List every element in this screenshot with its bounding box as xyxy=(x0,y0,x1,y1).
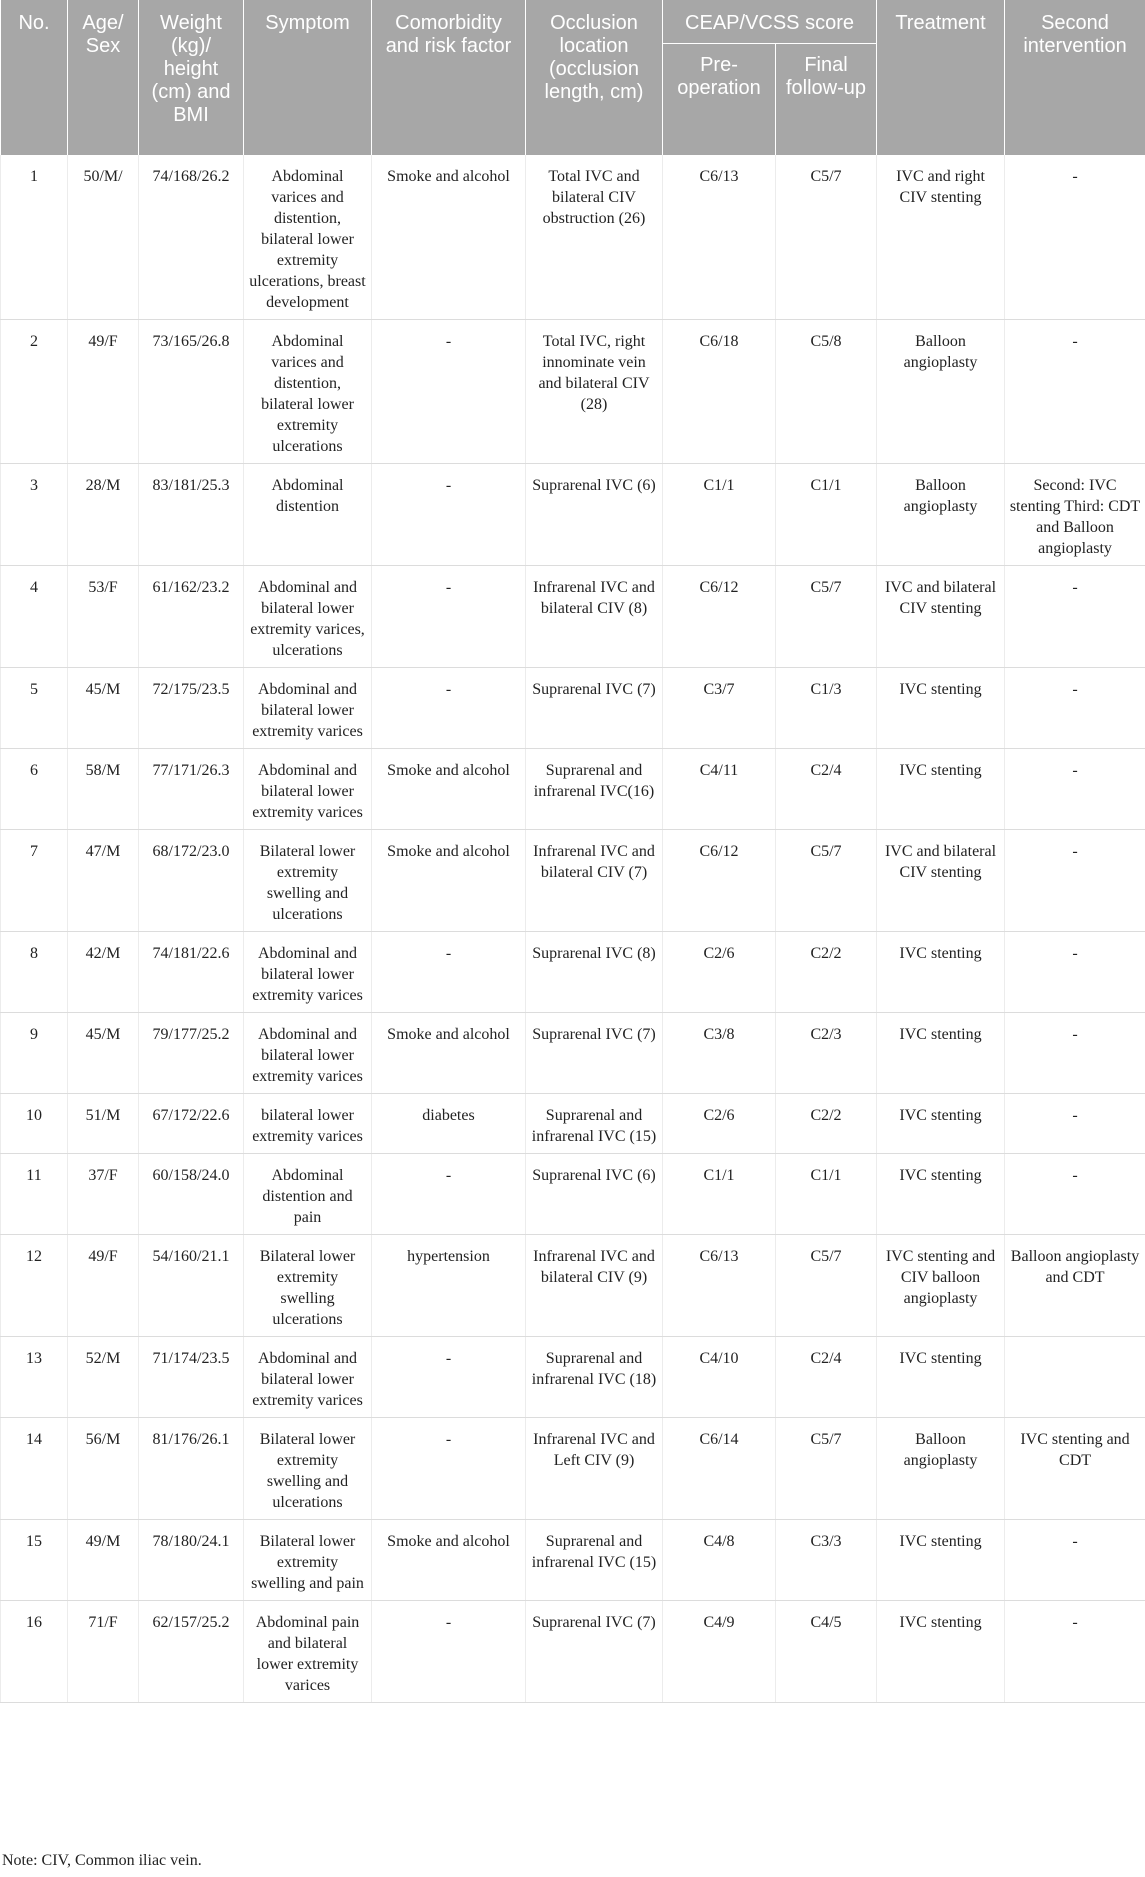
header-comorbidity: Comorbidity and risk factor xyxy=(372,0,526,155)
table-row xyxy=(1,1418,1145,1520)
header-occlusion: Occlusion location (occlusion length, cm) xyxy=(526,0,663,155)
cell-age-sex: 37/F xyxy=(68,1154,139,1235)
cell-pre-operation: C6/12 xyxy=(663,830,776,932)
cell-occlusion: Total IVC and bilateral CIV obstruction (26) xyxy=(526,155,663,320)
cell-no: 8 xyxy=(1,932,68,1013)
cell-weight-height-bmi: 67/172/22.6 xyxy=(139,1094,244,1154)
cell-age-sex: 52/M xyxy=(68,1337,139,1418)
header-weight-height-bmi: Weight (kg)/ height (cm) and BMI xyxy=(139,0,244,155)
cell-pre-operation: C3/7 xyxy=(663,668,776,749)
cell-symptom: Bilateral lower extremity swelling and ulcerations xyxy=(244,830,372,932)
header-age-sex: Age/ Sex xyxy=(68,0,139,155)
cell-weight-height-bmi: 60/158/24.0 xyxy=(139,1154,244,1235)
cell-comorbidity: - xyxy=(372,464,526,566)
cell-weight-height-bmi: 68/172/23.0 xyxy=(139,830,244,932)
cell-age-sex: 50/M/ xyxy=(68,155,139,320)
cell-final-follow-up: C4/5 xyxy=(776,1601,877,1703)
cell-treatment: IVC stenting xyxy=(877,1094,1005,1154)
cell-comorbidity: Smoke and alcohol xyxy=(372,1013,526,1094)
cell-age-sex: 56/M xyxy=(68,1418,139,1520)
cell-treatment: Balloon angioplasty xyxy=(877,1418,1005,1520)
cell-comorbidity: - xyxy=(372,1154,526,1235)
cell-age-sex: 49/F xyxy=(68,1235,139,1337)
cell-weight-height-bmi: 74/181/22.6 xyxy=(139,932,244,1013)
cell-treatment: IVC and bilateral CIV stenting xyxy=(877,566,1005,668)
table-row xyxy=(1,320,1145,464)
cell-final-follow-up: C5/7 xyxy=(776,1418,877,1520)
cell-symptom: Bilateral lower extremity swelling ulcerations xyxy=(244,1235,372,1337)
cell-treatment: IVC stenting xyxy=(877,1601,1005,1703)
cell-weight-height-bmi: 77/171/26.3 xyxy=(139,749,244,830)
cell-weight-height-bmi: 83/181/25.3 xyxy=(139,464,244,566)
cell-occlusion: Infrarenal IVC and bilateral CIV (9) xyxy=(526,1235,663,1337)
cell-final-follow-up: C2/4 xyxy=(776,1337,877,1418)
cell-no: 3 xyxy=(1,464,68,566)
cell-final-follow-up: C1/1 xyxy=(776,464,877,566)
table-row xyxy=(1,566,1145,668)
cell-occlusion: Total IVC, right innominate vein and bilateral CIV (28) xyxy=(526,320,663,464)
cell-no: 5 xyxy=(1,668,68,749)
cell-treatment: IVC stenting xyxy=(877,932,1005,1013)
header-no: No. xyxy=(1,0,68,155)
cell-treatment: IVC and bilateral CIV stenting xyxy=(877,830,1005,932)
cell-comorbidity: Smoke and alcohol xyxy=(372,830,526,932)
cell-pre-operation: C4/11 xyxy=(663,749,776,830)
cell-treatment: Balloon angioplasty xyxy=(877,464,1005,566)
table-row xyxy=(1,749,1145,830)
cell-final-follow-up: C1/1 xyxy=(776,1154,877,1235)
cell-second-intervention: - xyxy=(1005,566,1145,668)
cell-second-intervention: - xyxy=(1005,1013,1145,1094)
cell-pre-operation: C4/8 xyxy=(663,1520,776,1601)
cell-pre-operation: C6/13 xyxy=(663,1235,776,1337)
cell-pre-operation: C6/18 xyxy=(663,320,776,464)
cell-symptom: Abdominal and bilateral lower extremity varices, ulcerations xyxy=(244,566,372,668)
cell-occlusion: Infrarenal IVC and Left CIV (9) xyxy=(526,1418,663,1520)
table-note: Note: CIV, Common iliac vein. xyxy=(2,1852,202,1869)
cell-comorbidity: diabetes xyxy=(372,1094,526,1154)
table-row xyxy=(1,668,1145,749)
cell-final-follow-up: C2/2 xyxy=(776,932,877,1013)
cell-weight-height-bmi: 62/157/25.2 xyxy=(139,1601,244,1703)
cell-comorbidity: - xyxy=(372,1337,526,1418)
cell-treatment: IVC stenting xyxy=(877,749,1005,830)
cell-pre-operation: C3/8 xyxy=(663,1013,776,1094)
cell-symptom: Bilateral lower extremity swelling and pain xyxy=(244,1520,372,1601)
cell-weight-height-bmi: 81/176/26.1 xyxy=(139,1418,244,1520)
cell-pre-operation: C6/14 xyxy=(663,1418,776,1520)
cell-no: 10 xyxy=(1,1094,68,1154)
cell-pre-operation: C6/13 xyxy=(663,155,776,320)
table-row xyxy=(1,1013,1145,1094)
cell-second-intervention: - xyxy=(1005,668,1145,749)
cell-age-sex: 42/M xyxy=(68,932,139,1013)
cell-pre-operation: C4/10 xyxy=(663,1337,776,1418)
cell-no: 9 xyxy=(1,1013,68,1094)
cell-age-sex: 49/F xyxy=(68,320,139,464)
cell-occlusion: Infrarenal IVC and bilateral CIV (8) xyxy=(526,566,663,668)
cell-second-intervention: - xyxy=(1005,1094,1145,1154)
cell-no: 4 xyxy=(1,566,68,668)
table-row xyxy=(1,464,1145,566)
cell-age-sex: 53/F xyxy=(68,566,139,668)
cell-no: 16 xyxy=(1,1601,68,1703)
cell-occlusion: Suprarenal IVC (7) xyxy=(526,1601,663,1703)
cell-comorbidity: - xyxy=(372,1601,526,1703)
cell-final-follow-up: C5/7 xyxy=(776,830,877,932)
cell-age-sex: 45/M xyxy=(68,1013,139,1094)
cell-final-follow-up: C2/3 xyxy=(776,1013,877,1094)
cell-final-follow-up: C3/3 xyxy=(776,1520,877,1601)
cell-no: 2 xyxy=(1,320,68,464)
cell-pre-operation: C1/1 xyxy=(663,464,776,566)
cell-final-follow-up: C1/3 xyxy=(776,668,877,749)
cell-symptom: Abdominal and bilateral lower extremity varices xyxy=(244,749,372,830)
cell-age-sex: 49/M xyxy=(68,1520,139,1601)
cell-pre-operation: C6/12 xyxy=(663,566,776,668)
cell-no: 1 xyxy=(1,155,68,320)
cell-occlusion: Suprarenal and infrarenal IVC (18) xyxy=(526,1337,663,1418)
cell-age-sex: 51/M xyxy=(68,1094,139,1154)
cell-symptom: Bilateral lower extremity swelling and ulcerations xyxy=(244,1418,372,1520)
cell-treatment: IVC stenting xyxy=(877,1520,1005,1601)
cell-treatment: IVC stenting xyxy=(877,1154,1005,1235)
cell-treatment: Balloon angioplasty xyxy=(877,320,1005,464)
cell-pre-operation: C2/6 xyxy=(663,1094,776,1154)
cell-symptom: Abdominal and bilateral lower extremity varices xyxy=(244,932,372,1013)
cell-pre-operation: C2/6 xyxy=(663,932,776,1013)
cell-occlusion: Suprarenal and infrarenal IVC(16) xyxy=(526,749,663,830)
cell-second-intervention: IVC stenting and CDT xyxy=(1005,1418,1145,1520)
cell-final-follow-up: C5/7 xyxy=(776,1235,877,1337)
cell-final-follow-up: C2/2 xyxy=(776,1094,877,1154)
cell-comorbidity: Smoke and alcohol xyxy=(372,1520,526,1601)
cell-weight-height-bmi: 73/165/26.8 xyxy=(139,320,244,464)
cell-age-sex: 58/M xyxy=(68,749,139,830)
cell-age-sex: 71/F xyxy=(68,1601,139,1703)
cell-second-intervention: - xyxy=(1005,320,1145,464)
cell-no: 13 xyxy=(1,1337,68,1418)
cell-symptom: Abdominal varices and distention, bilateral lower extremity ulcerations xyxy=(244,320,372,464)
header-symptom: Symptom xyxy=(244,0,372,155)
cell-occlusion: Suprarenal IVC (8) xyxy=(526,932,663,1013)
header-pre-operation: Pre-operation xyxy=(663,44,776,156)
cell-treatment: IVC stenting xyxy=(877,668,1005,749)
cell-treatment: IVC and right CIV stenting xyxy=(877,155,1005,320)
cell-no: 15 xyxy=(1,1520,68,1601)
cell-age-sex: 47/M xyxy=(68,830,139,932)
table-row xyxy=(1,932,1145,1013)
cell-final-follow-up: C5/8 xyxy=(776,320,877,464)
cell-no: 7 xyxy=(1,830,68,932)
cell-second-intervention: - xyxy=(1005,1601,1145,1703)
cell-occlusion: Suprarenal IVC (6) xyxy=(526,464,663,566)
cell-weight-height-bmi: 71/174/23.5 xyxy=(139,1337,244,1418)
cell-second-intervention xyxy=(1005,1337,1145,1418)
table-row xyxy=(1,1601,1145,1703)
cell-treatment: IVC stenting xyxy=(877,1013,1005,1094)
cell-weight-height-bmi: 72/175/23.5 xyxy=(139,668,244,749)
cell-final-follow-up: C5/7 xyxy=(776,566,877,668)
cell-symptom: Abdominal and bilateral lower extremity varices xyxy=(244,1337,372,1418)
cell-occlusion: Suprarenal IVC (6) xyxy=(526,1154,663,1235)
cell-treatment: IVC stenting and CIV balloon angioplasty xyxy=(877,1235,1005,1337)
cell-comorbidity: - xyxy=(372,320,526,464)
cell-comorbidity: - xyxy=(372,566,526,668)
cell-weight-height-bmi: 78/180/24.1 xyxy=(139,1520,244,1601)
header-ceap-vcss: CEAP/VCSS score xyxy=(663,0,877,44)
cell-comorbidity: - xyxy=(372,932,526,1013)
cell-pre-operation: C4/9 xyxy=(663,1601,776,1703)
cell-symptom: Abdominal distention and pain xyxy=(244,1154,372,1235)
cell-occlusion: Suprarenal IVC (7) xyxy=(526,668,663,749)
table-row xyxy=(1,1094,1145,1154)
cell-second-intervention: - xyxy=(1005,1154,1145,1235)
cell-symptom: Abdominal and bilateral lower extremity varices xyxy=(244,1013,372,1094)
cell-weight-height-bmi: 74/168/26.2 xyxy=(139,155,244,320)
cell-comorbidity: Smoke and alcohol xyxy=(372,155,526,320)
table-row xyxy=(1,1235,1145,1337)
cell-comorbidity: - xyxy=(372,668,526,749)
cell-second-intervention: - xyxy=(1005,830,1145,932)
cell-no: 12 xyxy=(1,1235,68,1337)
table-body xyxy=(1,155,1145,1703)
cell-second-intervention: - xyxy=(1005,932,1145,1013)
cell-no: 6 xyxy=(1,749,68,830)
table-header xyxy=(1,0,1145,155)
cell-pre-operation: C1/1 xyxy=(663,1154,776,1235)
cell-symptom: Abdominal distention xyxy=(244,464,372,566)
cell-comorbidity: - xyxy=(372,1418,526,1520)
cell-symptom: bilateral lower extremity varices xyxy=(244,1094,372,1154)
cell-second-intervention: - xyxy=(1005,749,1145,830)
cell-symptom: Abdominal and bilateral lower extremity varices xyxy=(244,668,372,749)
cell-final-follow-up: C5/7 xyxy=(776,155,877,320)
header-second-intervention: Second intervention xyxy=(1005,0,1145,155)
cell-second-intervention: Balloon angioplasty and CDT xyxy=(1005,1235,1145,1337)
cell-no: 11 xyxy=(1,1154,68,1235)
table-row xyxy=(1,1337,1145,1418)
cell-occlusion: Suprarenal IVC (7) xyxy=(526,1013,663,1094)
cell-treatment: IVC stenting xyxy=(877,1337,1005,1418)
cell-occlusion: Suprarenal and infrarenal IVC (15) xyxy=(526,1520,663,1601)
cell-no: 14 xyxy=(1,1418,68,1520)
table-row xyxy=(1,830,1145,932)
header-treatment: Treatment xyxy=(877,0,1005,155)
cell-weight-height-bmi: 79/177/25.2 xyxy=(139,1013,244,1094)
cell-final-follow-up: C2/4 xyxy=(776,749,877,830)
table-row xyxy=(1,1520,1145,1601)
table-row xyxy=(1,1154,1145,1235)
cell-second-intervention: - xyxy=(1005,155,1145,320)
header-final-follow-up: Final follow-up xyxy=(776,44,877,156)
cell-occlusion: Infrarenal IVC and bilateral CIV (7) xyxy=(526,830,663,932)
cell-second-intervention: - xyxy=(1005,1520,1145,1601)
cell-age-sex: 28/M xyxy=(68,464,139,566)
cell-comorbidity: hypertension xyxy=(372,1235,526,1337)
cell-occlusion: Suprarenal and infrarenal IVC (15) xyxy=(526,1094,663,1154)
cell-symptom: Abdominal pain and bilateral lower extremity varices xyxy=(244,1601,372,1703)
table-row xyxy=(1,155,1145,320)
cell-comorbidity: Smoke and alcohol xyxy=(372,749,526,830)
cell-age-sex: 45/M xyxy=(68,668,139,749)
cell-symptom: Abdominal varices and distention, bilateral lower extremity ulcerations, breast development xyxy=(244,155,372,320)
cell-weight-height-bmi: 54/160/21.1 xyxy=(139,1235,244,1337)
cell-second-intervention: Second: IVC stenting Third: CDT and Balloon angioplasty xyxy=(1005,464,1145,566)
cell-weight-height-bmi: 61/162/23.2 xyxy=(139,566,244,668)
